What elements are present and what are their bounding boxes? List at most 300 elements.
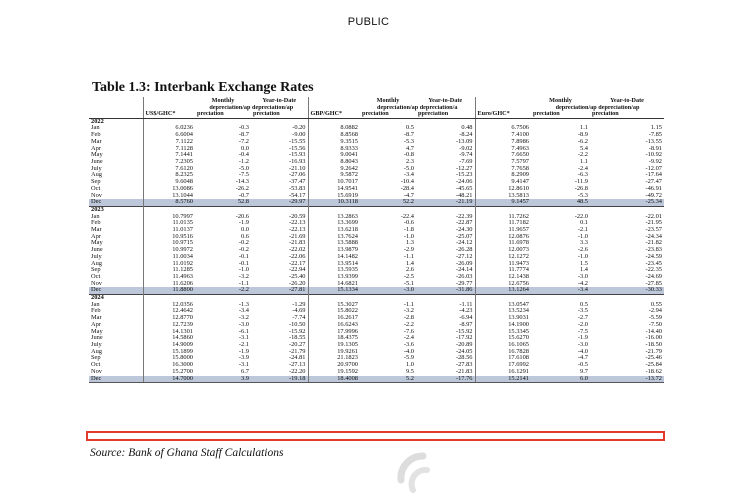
table-cell: 11.7182 [475, 220, 531, 227]
table-cell: 7.6650 [475, 152, 531, 159]
table-cell: -24.05 [455, 348, 473, 355]
table-cell: -4.7 [577, 355, 588, 362]
table-cell: 21.1823 [308, 355, 360, 362]
table-cell: 7.1128 [143, 146, 195, 153]
table-cell: -22.13 [288, 227, 306, 234]
table-cell: -15.92 [288, 328, 306, 335]
month-label: Aug [91, 172, 103, 179]
table-cell: -2.2 [403, 321, 414, 328]
gbp-depr-line: depreciation/ap depreciation/a [377, 104, 458, 111]
table-cell: -27.12 [455, 253, 473, 260]
table-cell: 12.0073 [475, 247, 531, 254]
table-cell: -0.2 [238, 240, 249, 247]
year-label: 2023 [89, 206, 143, 213]
table-cell: 1.0 [406, 362, 414, 369]
table-cell: 13.5888 [308, 240, 360, 247]
table-cell: 20.9700 [308, 362, 360, 369]
table-cell: -22.35 [645, 267, 662, 274]
table-cell: -3.0 [360, 287, 416, 294]
table-cell: -4.69 [292, 308, 306, 315]
table-cell: -2.1 [238, 341, 249, 348]
table-cell: 16.7828 [475, 349, 531, 356]
source-note: Source: Bank of Ghana Staff Calculations [90, 447, 284, 459]
exchange-rate-table [89, 97, 664, 383]
table-cell: -25.34 [590, 199, 664, 206]
eur-ytd-head: Year-to-Date [610, 97, 644, 104]
table-cell: -5.0 [238, 165, 249, 172]
table-cell: 1.15 [650, 125, 662, 132]
table-cell: -54.17 [288, 192, 306, 199]
table-cell: -22.4 [400, 213, 414, 220]
table-cell: 7.4100 [475, 132, 531, 139]
table-cell: -1.29 [292, 301, 306, 308]
table-cell: -4.7 [403, 192, 414, 199]
table-cell: -3.0 [577, 341, 588, 348]
table-cell: -24.34 [645, 233, 662, 240]
table-cell: -26.28 [455, 247, 473, 254]
table-cell: 3.3 [580, 240, 588, 247]
table-cell: 11.7774 [475, 267, 531, 274]
header-row-1 [89, 97, 664, 105]
table-cell: 8.0882 [308, 125, 360, 132]
table-cell: 7.2305 [143, 159, 195, 166]
table-cell: -3.0 [238, 321, 249, 328]
table-cell: 1.1 [580, 125, 588, 132]
table-cell: -0.1 [238, 253, 249, 260]
month-label: Apr [91, 145, 101, 152]
table-cell: 48.5 [531, 199, 590, 206]
eur-depr-line: depreciation/ap depreciation/ap [555, 104, 640, 111]
table-row [89, 349, 664, 356]
table-cell: 15.2141 [475, 376, 531, 383]
table-row [89, 281, 664, 288]
table-cell: -2.9 [403, 247, 414, 254]
table-row [89, 234, 664, 241]
table-cell: -21.83 [455, 368, 473, 375]
table-cell: 13.9879 [308, 247, 360, 254]
month-label: May [91, 152, 103, 159]
table-cell: 2.3 [406, 159, 414, 165]
table-cell: 6.6004 [143, 132, 195, 139]
table-cell: -1.0 [577, 253, 588, 260]
table-cell: -29.77 [455, 280, 473, 287]
table-cell: 12.8610 [475, 186, 531, 193]
table-cell: -3.4 [403, 172, 414, 179]
table-cell: -20.27 [288, 341, 306, 348]
table-row [89, 302, 664, 309]
table-row [89, 214, 664, 221]
table-cell: -2.4 [577, 165, 588, 172]
month-label: Dec [89, 199, 143, 206]
table-row [89, 335, 664, 342]
table-cell: 9.1457 [475, 199, 531, 206]
table-cell: -13.55 [645, 138, 662, 145]
table-cell: 1.5 [580, 260, 588, 267]
table-row [89, 261, 664, 268]
table-cell: 11.0137 [143, 227, 195, 234]
table-cell: -20.89 [455, 341, 473, 348]
table-cell: -26.2 [235, 185, 249, 192]
table-cell: 12.1438 [475, 274, 531, 281]
table-row [89, 287, 664, 294]
table-cell: -7.85 [648, 132, 662, 139]
usd-y-head: preciation [251, 111, 308, 118]
table-cell: -1.1 [403, 301, 414, 308]
table-cell: -4.0 [403, 348, 414, 355]
table-cell: -0.1 [238, 260, 249, 267]
table-cell: -28.4 [400, 185, 414, 192]
month-label: Dec [89, 376, 143, 383]
table-cell: -9.00 [292, 132, 306, 139]
table-cell: 9.4147 [475, 179, 531, 186]
table-cell: -1.11 [459, 301, 473, 308]
table-cell: 8.8568 [308, 132, 360, 139]
table-cell: -22.17 [288, 260, 306, 267]
month-label: Oct [91, 362, 101, 369]
table-cell: -3.4 [531, 287, 590, 294]
table-cell: -21.19 [416, 199, 475, 206]
table-cell: 13.3699 [308, 220, 360, 227]
table-cell: 14.9009 [143, 342, 195, 349]
table-cell: -2.5 [403, 273, 414, 280]
table-cell: 6.7506 [475, 125, 531, 132]
year-label: 2022 [89, 118, 143, 125]
table-cell: 18.4375 [308, 335, 360, 342]
table-cell: -3.5 [577, 308, 588, 315]
table-cell: 16.1291 [475, 369, 531, 376]
table-cell: -2.0 [577, 321, 588, 328]
table-cell: -26.09 [455, 260, 473, 267]
table-cell: 8.8043 [308, 159, 360, 166]
eur-monthly-head: Monthly [549, 97, 572, 104]
table-cell: 14.5860 [143, 335, 195, 342]
table-cell: 14.6821 [308, 281, 360, 288]
table-cell: -24.81 [288, 355, 306, 362]
table-cell: -5.3 [577, 192, 588, 199]
table-cell: -18.62 [645, 368, 662, 375]
table-cell: -0.3 [238, 125, 249, 132]
table-cell: -25.46 [645, 355, 662, 362]
table-title: Table 1.3: Interbank Exchange Rates [92, 80, 314, 95]
month-label: Jan [91, 301, 100, 308]
month-label: June [91, 159, 103, 165]
table-cell: 9.0041 [308, 152, 360, 159]
table-cell: -1.8 [403, 227, 414, 234]
month-label: Feb [91, 132, 101, 139]
table-cell: -0.7 [238, 192, 249, 199]
table-cell: -24.12 [455, 240, 473, 247]
table-cell: 3.9 [195, 376, 251, 383]
table-cell: 13.2863 [308, 214, 360, 221]
table-row [89, 166, 664, 173]
table-cell: -6.3 [577, 172, 588, 179]
table-cell: -6.1 [238, 328, 249, 335]
table-row [89, 193, 664, 200]
table-cell: 14.1301 [143, 329, 195, 336]
table-cell: -1.0 [238, 267, 249, 274]
table-cell: -22.94 [288, 267, 306, 274]
table-cell: 12.0356 [143, 302, 195, 309]
table-cell: 52.2 [360, 199, 416, 206]
table-cell: 19.1305 [308, 342, 360, 349]
table-cell: 7.1441 [143, 152, 195, 159]
table-cell: 0.55 [650, 301, 662, 308]
table-cell: 12.4642 [143, 308, 195, 315]
table-cell: -25.84 [645, 362, 662, 369]
table-cell: -27.85 [645, 280, 662, 287]
table-cell: -21.83 [288, 240, 306, 247]
month-label: Oct [91, 273, 101, 280]
table-cell: -0.2 [238, 247, 249, 254]
table-cell: -3.1 [238, 362, 249, 369]
table-cell: 17.6108 [475, 355, 531, 362]
table-cell: 17.9996 [308, 329, 360, 336]
table-cell: 13.0086 [143, 186, 195, 193]
gbp-y-head: ppreciation [416, 111, 475, 118]
table-row [89, 159, 664, 166]
month-label: July [91, 341, 102, 348]
table-cell: 8.2325 [143, 172, 195, 179]
table-cell: 12.0876 [475, 234, 531, 241]
month-label: July [91, 165, 102, 172]
month-label: Jan [91, 125, 100, 132]
table-cell: 9.3515 [308, 139, 360, 146]
table-cell: -37.47 [288, 179, 306, 186]
table-cell: 0.1 [580, 220, 588, 227]
table-cell: 6.0236 [143, 125, 195, 132]
table-row [89, 132, 664, 139]
month-label: July [91, 253, 102, 260]
table-cell: -27.83 [455, 362, 473, 369]
table-cell: -31.86 [416, 287, 475, 294]
table-cell: -22.0 [574, 213, 588, 220]
table-cell: 10.9516 [143, 234, 195, 241]
usd-ytd-head: Year-to-Date [262, 97, 297, 104]
table-cell: 7.8986 [475, 139, 531, 146]
table-cell: -21.69 [288, 233, 306, 240]
table-cell: 15.8022 [308, 308, 360, 315]
month-label: Aug [91, 348, 103, 355]
table-cell: -3.6 [403, 341, 414, 348]
table-cell: 15.6919 [308, 193, 360, 200]
header-row-2 [89, 105, 664, 112]
month-label: Oct [91, 185, 101, 192]
table-cell: -3.2 [238, 315, 249, 322]
table-cell: -21.79 [645, 348, 662, 355]
table-cell: -27.06 [288, 172, 306, 179]
table-cell: -13.09 [455, 138, 473, 145]
month-label: May [91, 240, 103, 247]
table-cell: -21.10 [288, 165, 306, 172]
table-row [89, 152, 664, 159]
year-label: 2024 [89, 295, 143, 302]
table-cell: 13.9514 [308, 261, 360, 268]
year-row [89, 206, 664, 213]
table-cell: -15.56 [288, 145, 306, 152]
table-cell: -5.1 [403, 280, 414, 287]
table-cell: -10.92 [645, 152, 662, 159]
table-cell: -53.83 [288, 185, 306, 192]
table-cell: -12.07 [645, 165, 662, 172]
table-cell: -4.2 [577, 280, 588, 287]
month-label: Jan [91, 213, 100, 220]
table-cell: 10.9972 [143, 247, 195, 254]
table-cell: -22.20 [288, 368, 306, 375]
table-row [89, 172, 664, 179]
table-cell: -1.2 [238, 159, 249, 165]
table-cell: -24.69 [645, 273, 662, 280]
table-cell: 9.7 [580, 368, 588, 375]
table-cell: -11.9 [574, 179, 588, 186]
table-cell: -46.91 [645, 185, 662, 192]
table-body [89, 118, 664, 382]
table-cell: 11.9657 [475, 227, 531, 234]
table-cell: -8.7 [238, 132, 249, 139]
month-label: May [91, 328, 103, 335]
table-cell: -1.9 [238, 348, 249, 355]
table-cell: 15.3027 [308, 302, 360, 309]
table-cell: -26.20 [288, 280, 306, 287]
table-cell: 6.7 [241, 368, 249, 375]
month-label: Nov [91, 192, 103, 199]
table-cell: -23.57 [645, 227, 662, 234]
table-cell: 13.6218 [308, 227, 360, 234]
table-cell: 19.9261 [308, 349, 360, 356]
eur-rate-head: Euro/GHC* [475, 111, 531, 118]
table-cell: -16.93 [288, 159, 306, 165]
table-cell: -2.8 [403, 315, 414, 322]
table-row [89, 227, 664, 234]
table-cell: -16.00 [645, 335, 662, 342]
table-cell: -6.94 [459, 315, 473, 322]
table-cell: -2.1 [577, 227, 588, 234]
table-cell: -19.18 [251, 376, 308, 383]
table-row [89, 308, 664, 315]
table-cell: 10.3118 [308, 199, 360, 206]
table-cell: 14.1482 [308, 254, 360, 261]
table-row [89, 254, 664, 261]
table-cell: 11.6206 [143, 281, 195, 288]
table-cell: 13.1044 [143, 193, 195, 200]
table-cell: 6.0 [531, 376, 590, 383]
table-cell: 7.7658 [475, 166, 531, 173]
table-cell: -2.2 [577, 152, 588, 159]
table-cell: 8.2909 [475, 172, 531, 179]
table-cell: -7.2 [238, 138, 249, 145]
table-cell: -22.39 [455, 213, 473, 220]
table-row [89, 267, 664, 274]
table-cell: -18.50 [645, 341, 662, 348]
header-row-3 [89, 111, 664, 118]
table-cell: 11.8800 [143, 287, 195, 294]
table-cell: 11.1285 [143, 267, 195, 274]
table-cell: -12.27 [455, 165, 473, 172]
table-cell: 0.6 [241, 233, 249, 240]
table-cell: 16.3000 [143, 362, 195, 369]
classification-label: PUBLIC [347, 16, 390, 28]
table-cell: -14.3 [235, 179, 249, 186]
table-cell: 0.5 [580, 301, 588, 308]
table-cell: 8.9333 [308, 146, 360, 153]
table-cell: 11.7262 [475, 214, 531, 221]
table-cell: -3.0 [577, 273, 588, 280]
table-cell: -4.0 [577, 348, 588, 355]
table-cell: -17.92 [455, 335, 473, 342]
table-cell: 11.0192 [143, 261, 195, 268]
table-row [89, 315, 664, 322]
table-cell: -48.21 [455, 192, 473, 199]
table-cell: 10.9715 [143, 240, 195, 247]
table-cell: -7.5 [577, 328, 588, 335]
table-cell: -20.59 [288, 213, 306, 220]
table-cell: -9.74 [459, 152, 473, 159]
table-cell: 5.2 [360, 376, 416, 383]
gbp-monthly-head: Monthly [376, 97, 400, 104]
table-cell: -24.59 [645, 253, 662, 260]
table-row [89, 362, 664, 369]
table-cell: -7.5 [238, 172, 249, 179]
table-cell: -0.4 [238, 152, 249, 159]
highlight-box [86, 431, 665, 441]
table-cell: 16.2617 [308, 315, 360, 322]
table-cell: -10.50 [288, 321, 306, 328]
table-row [89, 220, 664, 227]
table-cell: -21.79 [288, 348, 306, 355]
month-label: June [91, 335, 103, 342]
usd-m-head: preciation [195, 111, 251, 118]
table-cell: -22.13 [288, 220, 306, 227]
month-label: Aug [91, 260, 103, 267]
table-cell: 9.6048 [143, 179, 195, 186]
table-cell: -7.6 [403, 328, 414, 335]
table-cell: -0.5 [577, 362, 588, 369]
table-cell: 14.7000 [143, 376, 195, 383]
table-cell: 52.8 [195, 199, 251, 206]
table-cell: 13.9031 [475, 315, 531, 322]
table-row [89, 125, 664, 132]
month-label: Feb [91, 220, 101, 227]
table-cell: -3.1 [238, 335, 249, 342]
table-cell: 13.0547 [475, 302, 531, 309]
month-label: Dec [89, 287, 143, 294]
table-cell: 5.4 [580, 145, 588, 152]
table-cell: -17.64 [645, 172, 662, 179]
month-label: Sep [91, 179, 101, 186]
table-cell: -15.93 [288, 152, 306, 159]
table-cell: -0.20 [292, 125, 306, 132]
table-cell: -7.74 [292, 315, 306, 322]
table-cell: -23.45 [645, 260, 662, 267]
table-cell: 12.1272 [475, 254, 531, 261]
table-cell: 17.6992 [475, 362, 531, 369]
table-cell: -8.97 [459, 321, 473, 328]
table-cell: 0.48 [461, 125, 473, 132]
table-cell: 9.5872 [308, 172, 360, 179]
table-cell: -2.2 [195, 287, 251, 294]
table-cell: -21.82 [645, 240, 662, 247]
table-cell: 15.6270 [475, 335, 531, 342]
table-row [89, 146, 664, 153]
table-cell: -3.2 [238, 273, 249, 280]
table-cell: -28.56 [455, 355, 473, 362]
table-cell: 11.0034 [143, 254, 195, 261]
table-row [89, 329, 664, 336]
table-cell: -30.33 [590, 287, 664, 294]
month-label: Nov [91, 280, 103, 287]
month-label: Sep [91, 355, 101, 362]
table-cell: -27.81 [251, 287, 308, 294]
table-cell: -2.6 [577, 247, 588, 254]
